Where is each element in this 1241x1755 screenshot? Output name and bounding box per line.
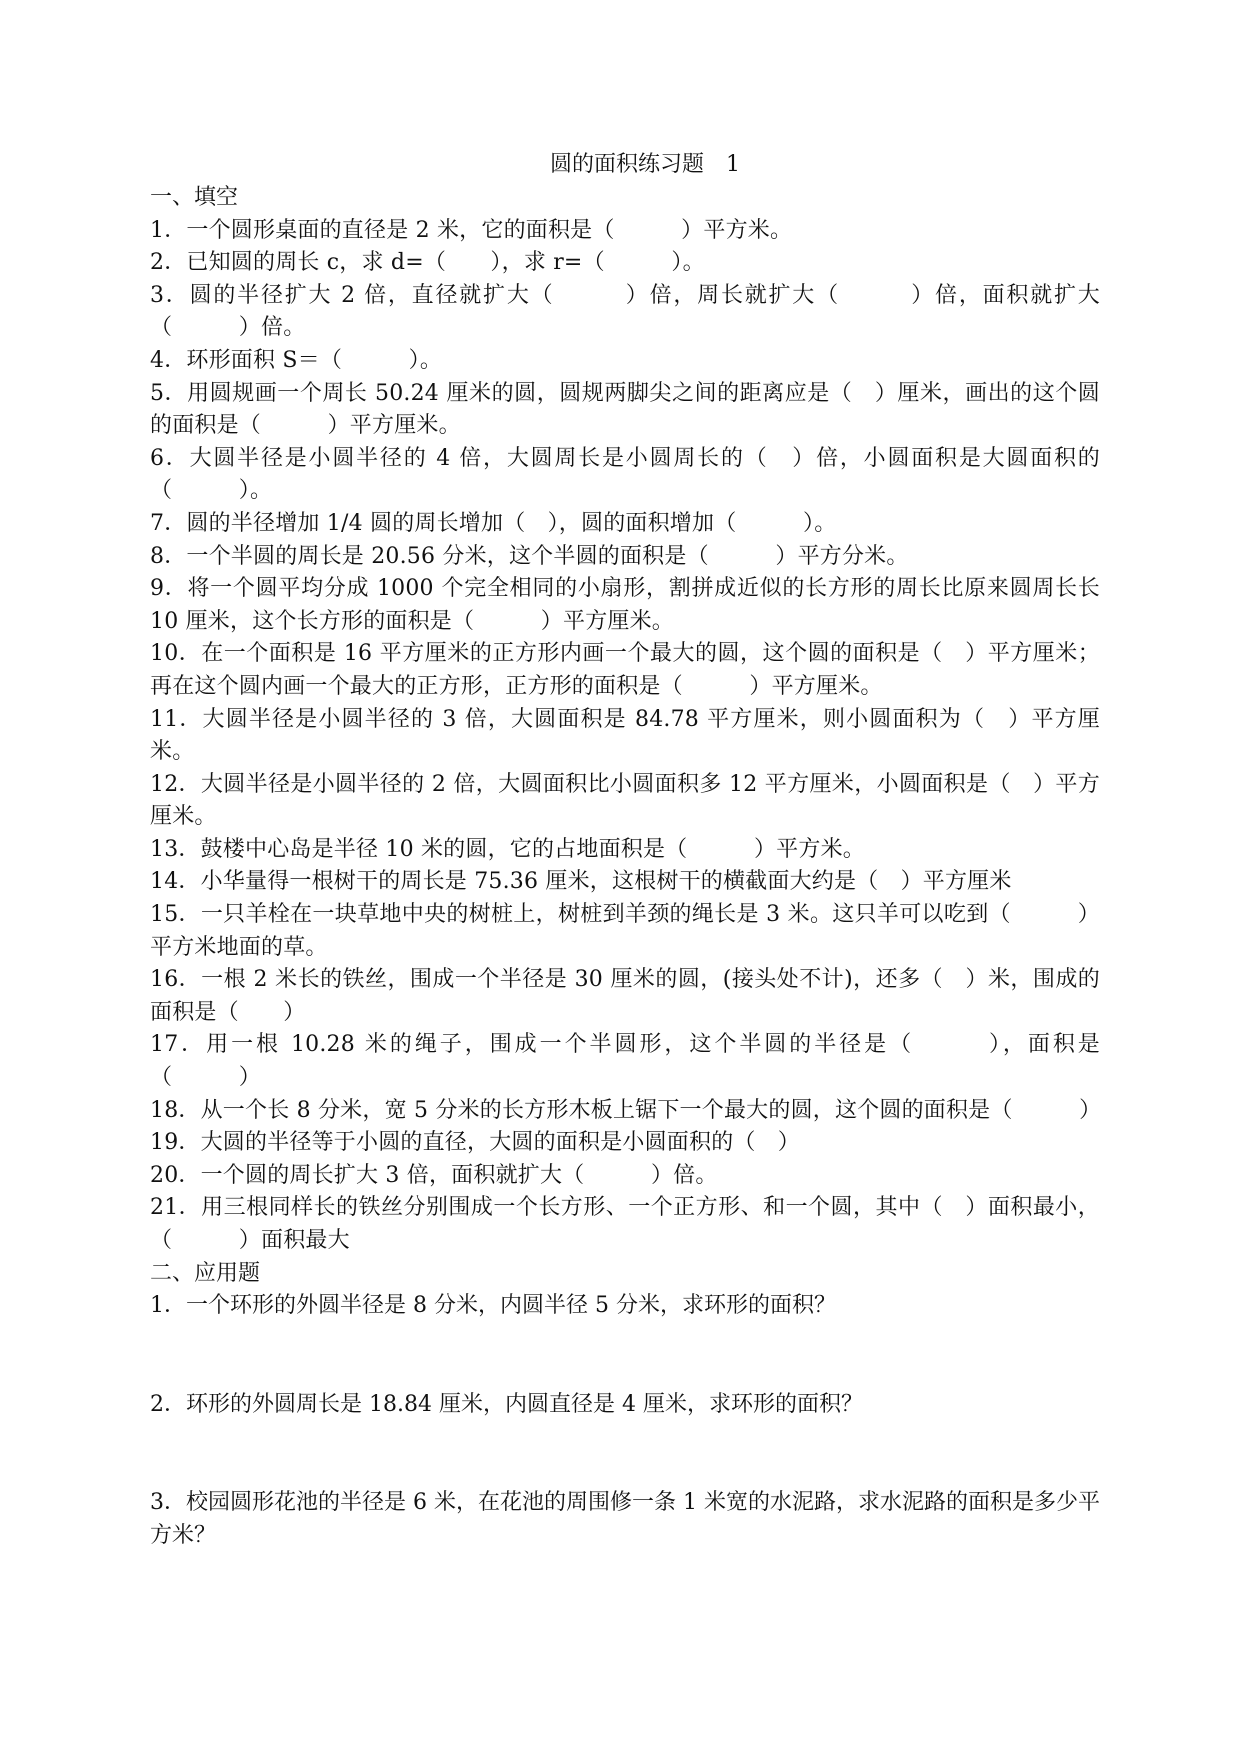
page-title: 圆的面积练习题 1: [550, 152, 740, 177]
fill-question: 7．圆的半径增加 1/4 圆的周长增加（ ），圆的面积增加（ ）。: [150, 510, 837, 536]
fill-question: 17．用一根 10.28 米的绳子，围成一个半圆形，这个半圆的半径是（ ），面积是（ ）: [150, 1032, 1100, 1091]
fill-question: 19．大圆的半径等于小圆的直径，大圆的面积是小圆面积的（ ）: [150, 1130, 800, 1156]
fill-question: 6．大圆半径是小圆半径的 4 倍，大圆周长是小圆周长的（ ）倍，小圆面积是大圆面积的（ ）。: [150, 445, 1100, 504]
fill-question: 2．已知圆的周长 c，求 d=（ ），求 r=（ ）。: [150, 250, 705, 276]
fill-question: 13．鼓楼中心岛是半径 10 米的圆，它的占地面积是（ ）平方米。: [150, 836, 865, 862]
fill-question: 18．从一个长 8 分米，宽 5 分米的长方形木板上锯下一个最大的圆，这个圆的面积是（ ）: [150, 1097, 1102, 1123]
fill-question: 9．将一个圆平均分成 1000 个完全相同的小扇形，割拼成近似的长方形的周长比原来圆周长长 10 厘米，这个长方形的面积是（ ）平方厘米。: [150, 576, 1100, 634]
fill-question: 12．大圆半径是小圆半径的 2 倍，大圆面积比小圆面积多 12 平方厘米，小圆面积是（ ）平方厘米。: [150, 771, 1100, 830]
fill-question: 16．一根 2 米长的铁丝，围成一个半径是 30 厘米的圆，(接头处不计)，还多（ ）米，围成的面积是（ ）: [150, 967, 1100, 1025]
application-question: 3．校园圆形花池的半径是 6 米，在花池的周围修一条 1 米宽的水泥路，求水泥路的面积是多少平方米？: [150, 1490, 1100, 1548]
application-question: 2．环形的外圆周长是 18.84 厘米，内圆直径是 4 厘米，求环形的面积？: [150, 1391, 863, 1417]
application-question: 1．一个环形的外圆半径是 8 分米，内圆半径 5 分米，求环形的面积？: [150, 1293, 836, 1319]
fill-question: 21．用三根同样长的铁丝分别围成一个长方形、一个正方形、和一个圆，其中（ ）面积最小，（ ）面积最大: [150, 1195, 1100, 1253]
fill-question: 10．在一个面积是 16 平方厘米的正方形内画一个最大的圆，这个圆的面积是（ ）平方厘米；再在这个圆内画一个最大的正方形，正方形的面积是（ ）平方厘米。: [150, 641, 1100, 699]
fill-question: 14．小华量得一根树干的周长是 75.36 厘米，这根树干的横截面大约是（ ）平方厘米: [150, 869, 1012, 895]
fill-question: 3．圆的半径扩大 2 倍，直径就扩大（ ）倍，周长就扩大（ ）倍，面积就扩大（ ）倍。: [150, 282, 1100, 341]
section-heading-fill: 一、填空: [150, 185, 239, 210]
fill-question: 11．大圆半径是小圆半径的 3 倍，大圆面积是 84.78 平方厘米，则小圆面积为（ ）平方厘米。: [150, 706, 1100, 765]
fill-question: 20．一个圆的周长扩大 3 倍，面积就扩大（ ）倍。: [150, 1162, 718, 1188]
worksheet-page: [150, 152, 1100, 1553]
section-heading-application: 二、应用题: [150, 1260, 261, 1286]
fill-question: 8．一个半圆的周长是 20.56 分米，这个半圆的面积是（ ）平方分米。: [150, 543, 909, 569]
fill-question: 1．一个圆形桌面的直径是 2 米，它的面积是（ ）平方米。: [150, 217, 793, 243]
fill-question: 4．环形面积 S＝（ ）。: [150, 347, 443, 373]
fill-question: 15．一只羊栓在一块草地中央的树桩上，树桩到羊颈的绳长是 3 米。这只羊可以吃到（ ）平方米地面的草。: [150, 902, 1100, 960]
fill-question: 5．用圆规画一个周长 50.24 厘米的圆，圆规两脚尖之间的距离应是（ ）厘米，画出的这个圆的面积是（ ）平方厘米。: [150, 380, 1100, 439]
